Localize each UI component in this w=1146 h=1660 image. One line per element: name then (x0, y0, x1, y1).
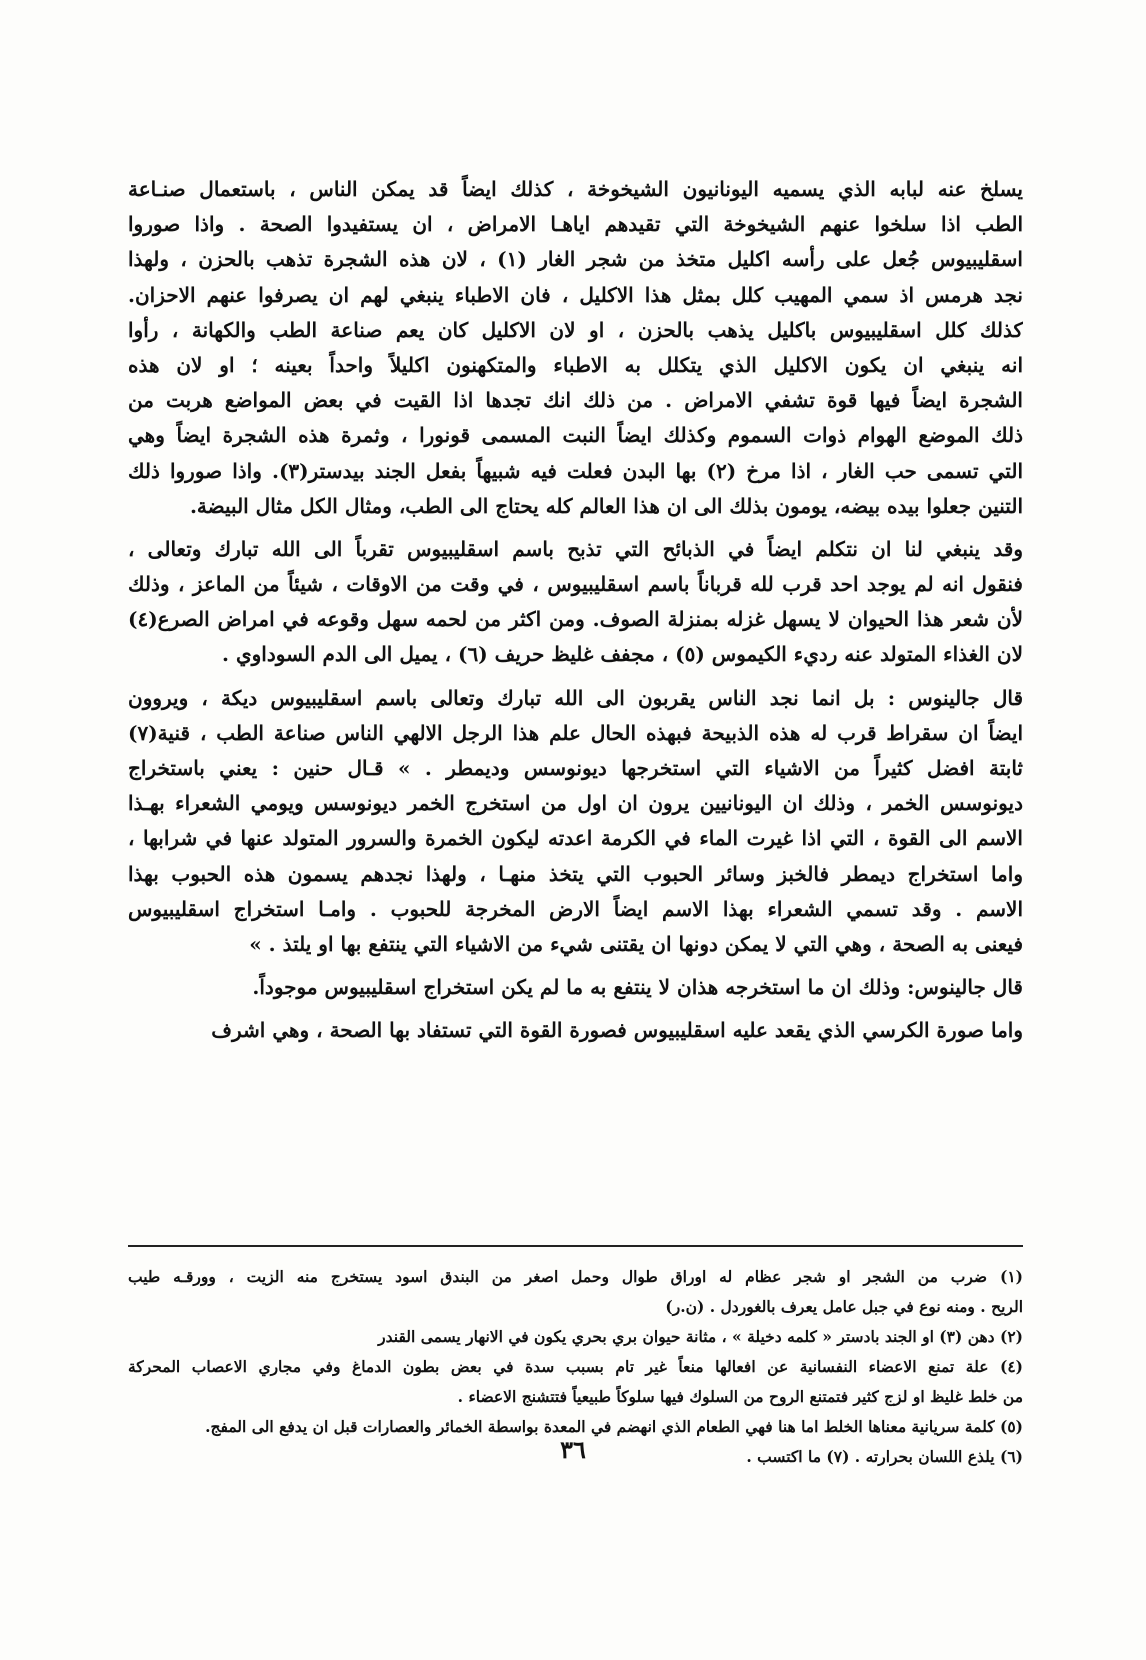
footnote-line: (٦) يلذع اللسان بحرارته . (٧) ما اكتسب . (746, 1447, 1023, 1466)
text-line: قال جالينوس : بل انما نجد الناس يقربون الى الله تبارك وتعالى باسم اسقليبيوس ديكة ، ويروون (128, 685, 1023, 710)
text-line: نجد هرمس اذ سمي المهيب كلل بمثل هذا الاكليل ، فان الاطباء ينبغي لهم ان يصرفوا عنهم الاحزان. (128, 282, 1023, 307)
footnote-line: (١) ضرب من الشجر او شجر عظام له اوراق طوال وحمل اصغر من البندق اسود يستخرج منه الزيت ، وورقـه طيب (128, 1267, 1023, 1286)
footnote-separator (128, 1245, 1023, 1247)
text-line: انه ينبغي ان يكون الاكليل الذي يتكلل به الاطباء والمتكهنون اكليلاً واحداً بعينه ؛ او لان هذه (128, 352, 1023, 377)
text-line: اسقليبيوس جُعل على رأسه اكليل متخذ من شجر الغار (١) ، لان هذه الشجرة تذهب بالحزن ، ولهذا (128, 247, 1023, 272)
text-line: لان الغذاء المتولد عنه رديء الكيموس (٥) ، مجفف غليظ حريف (٦) ، يميل الى الدم السوداوي . (222, 642, 1023, 667)
footnote (128, 1352, 1023, 1412)
footnote-line: (٤) علة تمنع الاعضاء النفسانية عن افعالها منعاً غير تام بسبب سدة في بعض بطون الدماغ وفي مجاري الاعصاب المحركة (128, 1357, 1023, 1376)
text-line: لأن شعر هذا الحيوان لا يسهل غزله بمنزلة الصوف. ومن اكثر من لحمه سهل وقوعه في امراض الصرع(٤) (128, 607, 1023, 632)
footnote (128, 1262, 1023, 1322)
text-line: وقد ينبغي لنا ان نتكلم ايضاً في الذبائح التي تذبح باسم اسقليبيوس تقرباً الى الله تبارك وتعالى ، (128, 536, 1023, 561)
text-line: واما استخراج ديمطر فالخبز وسائر الحبوب التي يتخذ منهـا ، ولهذا نجدهم يسمون هذه الحبوب بهذا (128, 861, 1023, 886)
text-line: قال جالينوس: وذلك ان ما استخرجه هذان لا ينتفع به ما لم يكن استخراج اسقليبيوس موجوداً. (252, 975, 1023, 1000)
footnote-line: (٥) كلمة سريانية معناها الخلط اما هنا فهي الطعام الذي انهضم في المعدة بواسطة الخمائر والعصارات قبل ان يدفع الى المفج. (205, 1417, 1023, 1436)
text-line: فنقول انه لم يوجد احد قرب لله قرباناً باسم اسقليبيوس ، في وقت من الاوقات ، شيئاً من الماعز ، وذلك (128, 572, 1023, 597)
paragraph (128, 970, 1023, 1005)
paragraph (128, 1013, 1023, 1048)
text-line: ذلك الموضع الهوام ذوات السموم وكذلك ايضاً النبت المسمى قونورا ، وثمرة هذه الشجرة ايضاً وهي (128, 423, 1023, 448)
text-line: التنين جعلوا بيده بيضه، يومون بذلك الى ان هذا العالم كله يحتاج الى الطب، ومثال الكل مثال البيضة. (189, 493, 1023, 518)
text-line: واما صورة الكرسي الذي يقعد عليه اسقليبيوس فصورة القوة التي تستفاد بها الصحة ، وهي اشرف (211, 1018, 1023, 1043)
text-line: ديونوسس الخمر ، وذلك ان اليونانيين يرون ان اول من استخرج الخمر ديونوسس ويومي الشعراء بهـذا (128, 791, 1023, 816)
text-line: الشجرة ايضاً فيها قوة تشفي الامراض . من ذلك انك تجدها اذا القيت في بعض المواضع هربت من (128, 388, 1023, 413)
paragraph (128, 681, 1023, 963)
paragraph (128, 172, 1023, 524)
text-line: يسلخ عنه لبابه الذي يسميه اليونانيون الشيخوخة ، كذلك ايضاً قد يمكن الناس ، باستعمال صنـاعة (128, 177, 1023, 201)
main-text (128, 172, 1023, 1049)
page-number: ٣٦ (560, 1435, 586, 1464)
text-line: الاسم الى القوة ، التي اذا غيرت الماء في الكرمة اعدته ليكون الخمرة والسرور المتولد عنها في شرابها ، (128, 826, 1023, 851)
text-line: التي تسمى حب الغار ، اذا مرخ (٢) بها البدن فعلت فيه شبيهاً بفعل الجند بيدستر(٣). واذا صوروا ذلك (128, 458, 1023, 483)
text-line: كذلك كلل اسقليبيوس باكليل يذهب بالحزن ، او لان الاكليل كان يعم صناعة الطب والكهانة ، رأوا (128, 317, 1023, 342)
footnote-line: الريح . ومنه نوع في جبل عامل يعرف بالغوردل . (ن.ر) (665, 1297, 1023, 1316)
text-line: فيعنى به الصحة ، وهي التي لا يمكن دونها ان يقتنى شيء من الاشياء التي ينتفع بها او يلتذ . » (249, 931, 1023, 956)
text-line: الاسم . وقد تسمي الشعراء بهذا الاسم ايضاً الارض المخرجة للحبوب . وامـا استخراج اسقليبيوس (128, 896, 1023, 921)
text-line: ايضاً ان سقراط قرب له هذه الذبيحة فبهذه الحال علم هذا الرجل الالهي الناس صناعة الطب ، قنية(٧) (128, 720, 1023, 745)
paragraph (128, 532, 1023, 673)
text-line: الطب اذا سلخوا عنهم الشيخوخة التي تقيدهم اياهـا الامراض ، ان يستفيدوا الصحة . واذا صوروا (128, 212, 1023, 237)
footnote-line: (٢) دهن (٣) او الجند بادستر « كلمه دخيلة » ، مثانة حيوان بري بحري يكون في الانهار يسمى القندر (378, 1327, 1023, 1346)
text-line: ثابتة افضل كثيراً من الاشياء التي استخرجها ديونوسس وديمطر . » قـال حنين : يعني باستخراج (128, 756, 1023, 780)
footnote (128, 1322, 1023, 1352)
footnote-line: من خلط غليظ او لزج كثير فتمتنع الروح من السلوك فيها سلوكاً طبيعياً فتتشنج الاعضاء . (457, 1387, 1023, 1406)
